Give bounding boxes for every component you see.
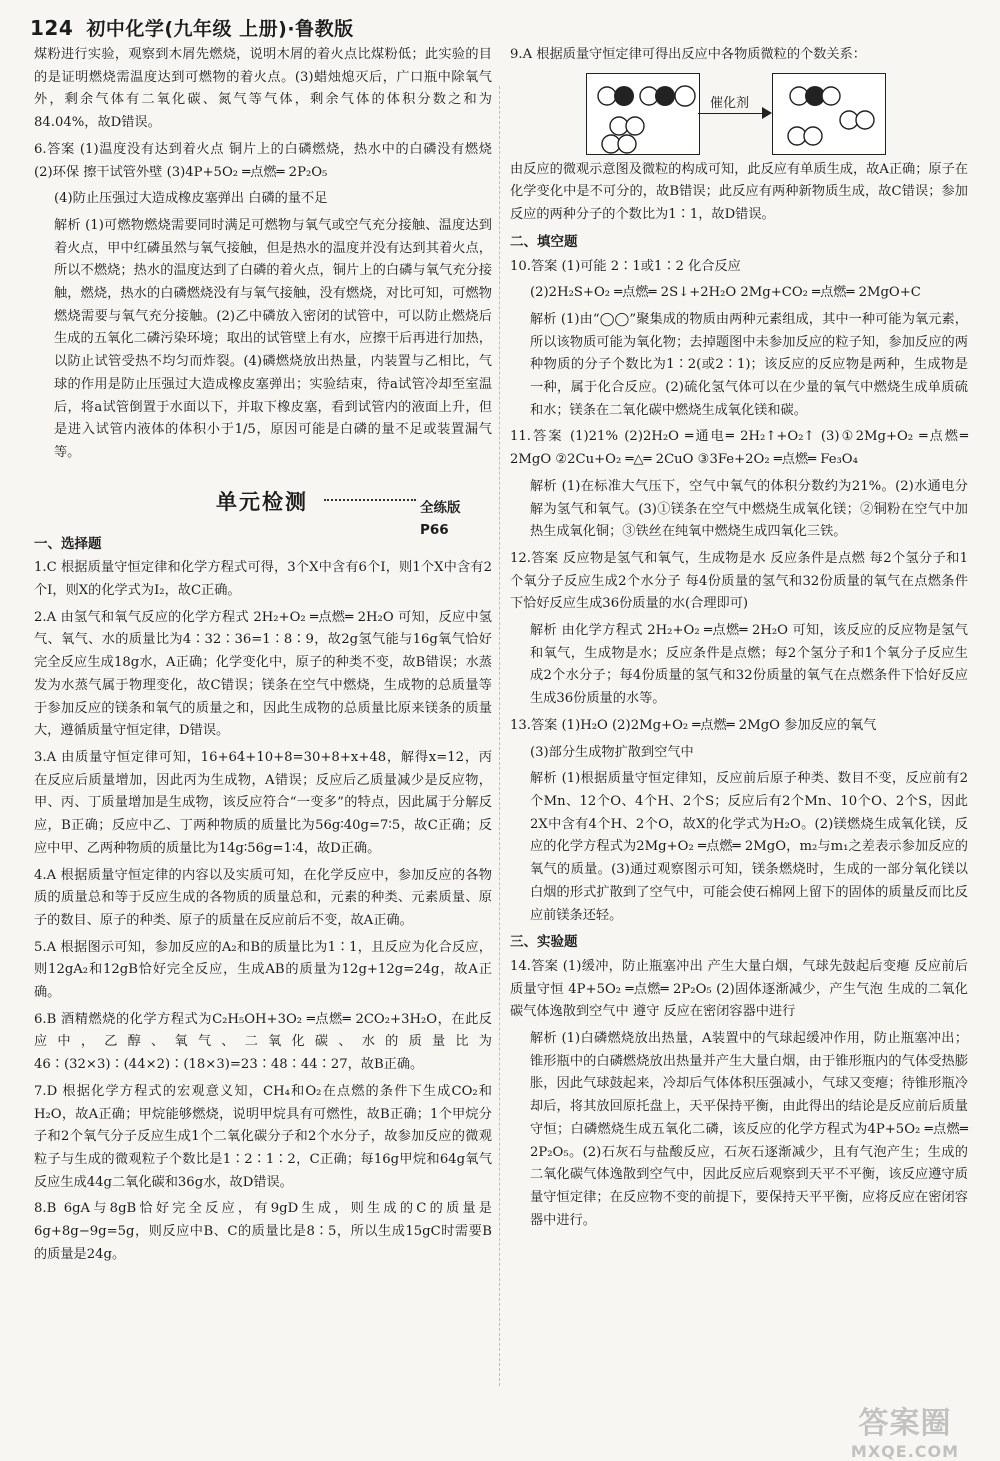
q14-analysis: 解析 (1)白磷燃烧放出热量，A装置中的气球起缓冲作用，防止瓶塞冲出；锥形瓶中的白磷燃烧放出热量并产生大量白烟，由于锥形瓶内的气体受热膨胀，因此气球鼓起来，冷却后气体体积压强减小，气球又变瘪；待锥形瓶冷却后，将其放回原托盘上，天平保持平衡，由此得出的结论是反应前后质量守恒；白磷燃烧生成五氧化二磷，该反应的化学方程式为4P+5O₂ ═点燃═ 2P₂O₅。(2)石灰石与盐酸反应，石灰石逐渐减少，且有气泡产生；生成的二氧化碳气体逸散到空气中，因此反应后观察到天平不平衡，该反应遵守质量守恒定律；在反应物不变的前提下，要保持天平平衡，应将反应在密闭容器中进行。 [530,1031,968,1228]
product-particles [773,74,885,154]
q12-analysis: 解析 由化学方程式 2H₂+O₂ ═点燃═ 2H₂O 可知，该反应的反应物是氢气和氧气，生成物是水；反应条件是点燃；每2个氢分子和1个氧分子反应生成2个水分子；每4份质量的氢气和32份质量的氧气在点燃条件下恰好反应生成36份质量的水等。 [530,623,968,707]
section-fill: 二、填空题 [510,233,578,250]
q13-answer-cont: (3)部分生成物扩散到空气中 [530,744,694,760]
reactant-box [586,73,700,155]
q11-analysis: 解析 (1)在标准大气压下，空气中氧气的体积分数约为21%。(2)水通电分解为氢气和氧气。(3)①镁条在空气中燃烧生成氧化镁；②铜粉在空气中加热生成氧化铜；③铁丝在纯氧中燃烧生成四氧化三铁。 [530,478,968,540]
right-column [510,44,968,1236]
q10-answer: 10.答案 (1)可能 2∶1或1∶2 化合反应 [510,258,741,274]
reactant-particles [587,74,699,154]
q10-analysis: 解析 (1)由“◯◯”聚集成的物质由两种元素组成，其中一种可能为氧元素，所以该物质可能为氧化物；去掉题图中未参加反应的粒子知，参加反应的两种物质的分子个数比为1∶2(或2∶1)；该反应的反应物是两种，生成物是一种，属于化合反应。(2)硫化氢气体可以在少量的氧气中燃烧生成单质硫和水；镁条在二氧化碳中燃烧生成氧化镁和碳。 [530,311,968,418]
watermark-text: 答案圈 [858,1406,952,1441]
choice-q5: 5.A 根据图示可知，参加反应的A₂和B的质量比为1∶1，且反应为化合反应，则12gA₂和12gB恰好完全反应，生成AB的质量为12g+12g=24g，故A正确。 [34,939,492,1001]
choice-q7: 7.D 根据化学方程式的宏观意义知，CH₄和O₂在点燃的条件下生成CO₂和H₂O，故A正确；甲烷能够燃烧，说明甲烷具有可燃性，故B正确；1个甲烷分子和2个氧气分子反应生成1个二氧化碳分子和2个水分子，故参加反应的微观粒子与生成的微观粒子个数比是1∶2∶1∶2，C正确；每16g甲烷和64g氧气反应生成44g二氧化碳和36g水，故D错误。 [34,1083,492,1190]
choice-q4: 4.A 根据质量守恒定律的内容以及实质可知，在化学反应中，参加反应的各物质的质量总和等于反应生成的各物质的质量总和，元素的种类、元素质量、原子的数目、原子的种类、原子的质量在反应前后不变，故A正确。 [34,867,492,928]
q6-answer-cont: (4)防止压强过大造成橡皮塞弹出 白磷的量不足 [54,191,328,207]
unit-page-ref: 全练版 P66 [420,499,461,539]
intro-paragraph: 煤粉进行实验，观察到木屑先燃烧，说明木屑的着火点比煤粉低；此实验的目的是证明燃烧需温度达到可燃物的着火点。(3)蜡烛熄灭后，广口瓶中除氧气外，剩余气体有二氧化碳、氮气等气体，剩余气体的体积分数之和为84.04%，故D错误。 [34,47,492,131]
book-title: 初中化学(九年级 上册)·鲁教版 [86,18,354,40]
q13-answer: 13.答案 (1)H₂O (2)2Mg+O₂ ═点燃═ 2MgO 参加反应的氧气 [510,717,877,733]
unit-test-heading [34,487,492,539]
choice-q3: 3.A 由质量守恒定律可知，16+64+10+8=30+8+x+48，解得x=12，丙在反应后质量增加，因此丙为生成物，A错误；反应后乙质量减少是反应物，甲、丙、丁质量增加是生成物，该反应符合“一变多”的特点，因此属于分解反应，B正确；反应中乙、丁两种物质的质量比为56g∶40g=7∶5，故C正确；反应中甲、乙两种物质的质量比为14g∶56g=1∶4，故D正确。 [34,749,492,856]
page-header [30,14,354,41]
reaction-micro-diagram [510,71,968,155]
q9-explanation: 由反应的微观示意图及微粒的构成可知，此反应有单质生成，故A正确；原子在化学变化中是不可分的，故B错误；此反应有两种新物质生成，故C错误；参加反应的两种分子的个数比为1∶1，故D错误。 [510,161,968,223]
choice-q9: 9.A 根据质量守恒定律可得出反应中各物质微粒的个数关系： [510,47,866,62]
arrow-head-icon [762,107,772,119]
watermark-url: MXQE.COM [850,1442,960,1461]
choice-q1: 1.C 根据质量守恒定律和化学方程式可得，3个X中含有6个I，则1个X中含有2个I，则X的化学式为I₂，故C正确。 [34,560,492,599]
choice-q6: 6.B 酒精燃烧的化学方程式为C₂H₅OH+3O₂ ═点燃═ 2CO₂+3H₂O，在此反应中，乙醇、氧气、二氧化碳、水的质量比为46∶(32×3)∶(44×2)∶(18×3)=23∶48∶44∶27，故B正确。 [34,1011,492,1073]
column-divider [499,86,500,1386]
section-choice: 一、选择题 [34,535,102,552]
q10-answer-cont: (2)2H₂S+O₂ ═点燃═ 2S↓+2H₂O 2Mg+CO₂ ═点燃═ 2MgO+C [530,285,921,301]
q6-analysis: 解析 (1)可燃物燃烧需要同时满足可燃物与氧气或空气充分接触、温度达到着火点，甲中红磷虽然与氧气接触，但是热水的温度并没有达到其着火点，所以不燃烧；热水的温度达到了白磷的着火点，铜片上的白磷与氧气充分接触，燃烧，热水的白磷燃烧没有与氧气接触，没有燃烧，对比可知，可燃物燃烧需要与氧气充分接触。(2)乙中磷放入密闭的试管中，可以防止燃烧后生成的五氧化二磷污染环境；取出的试管壁上有水，应擦干后再进行加热，以防止试管受热不均匀而炸裂。(4)磷燃烧放出热量，内装置与乙相比，气球的作用是防止压强过大造成橡皮塞弹出；实验结束，待a试管冷却至室温后，将a试管倒置于水面以下，并取下橡皮塞，看到试管内的液面上升，但是进入试管内液体的体积小于1/5，原因可能是白磷的量不足或装置漏气等。 [54,217,492,460]
left-column [34,44,492,1270]
q12-answer: 12.答案 反应物是氢气和氧气，生成物是水 反应条件是点燃 每2个氢分子和1个氧分子反应生成2个水分子 每4份质量的氢气和32份质量的氧气在点燃条件下恰好反应生成36份质量的水(合理即可) [510,550,968,612]
page-number: 124 [30,16,74,40]
q14-answer: 14.答案 (1)缓冲，防止瓶塞冲出 产生大量白烟，气球先鼓起后变瘪 反应前后质量守恒 4P+5O₂ ═点燃═ 2P₂O₅ (2)固体逐渐减少，产生气泡 生成的二氧化碳气体逸散到空气中 遵守 反应在密闭容器中进行 [510,958,968,1020]
q6-answer: 6.答案 (1)温度没有达到着火点 铜片上的白磷燃烧，热水中的白磷没有燃烧 (2)环保 擦干试管外壁 (3)4P+5O₂ ═点燃═ 2P₂O₅ [34,141,492,180]
section-experiment: 三、实验题 [510,934,578,951]
watermark-logo [830,1398,980,1461]
leader-dots [324,499,416,501]
unit-title: 单元检测 [216,489,308,514]
choice-q2: 2.A 由氢气和氧气反应的化学方程式 2H₂+O₂ ═点燃═ 2H₂O 可知，反应中氢气、氧气、水的质量比为4∶32∶36=1∶8∶9，故2g氢气能与16g氧气恰好完全反应生成18g水，A正确；化学变化中，原子的种类不变，故B错误；水蒸发为水蒸气属于物理变化，故C错误；镁条在空气中燃烧，生成物的总质量等于参加反应的镁条和氧气的质量之和，因此生成物的总质量比原来镁条的质量大，遵循质量守恒定律，D错误。 [34,609,492,739]
q11-answer: 11.答案 (1)21% (2)2H₂O ═通电═ 2H₂↑+O₂↑ (3)①2Mg+O₂ ═点燃═ 2MgO ②2Cu+O₂ ═△═ 2CuO ③3Fe+2O₂ ═点燃═ Fe₃O₄ [510,429,968,468]
choice-q8: 8.B 6gA与8gB恰好完全反应，有9gD生成，则生成的C的质量是6g+8g−9g=5g，则反应中B、C的质量比是8∶5，所以生成15gC时需要B的质量是24g。 [34,1201,492,1262]
catalyst-label: 催化剂 [710,95,750,111]
product-box [772,73,886,155]
q13-analysis: 解析 (1)根据质量守恒定律知，反应前后原子种类、数目不变，反应前有2个Mn、12个O、4个H、2个S；反应后有2个Mn、10个O、2个S，因此2X中含有4个H、2个O，故X的化学式为H₂O。(2)镁燃烧生成氧化镁，反应的化学方程式为2Mg+O₂ ═点燃═ 2MgO，m₂与m₁之差表示参加反应的氧气的质量。(3)通过观察图示可知，镁条燃烧时，生成的一部分氧化镁以白烟的形式扩散到了空气中，可能会使石棉网上留下的固体的质量反而比反应前镁条还轻。 [530,771,968,923]
